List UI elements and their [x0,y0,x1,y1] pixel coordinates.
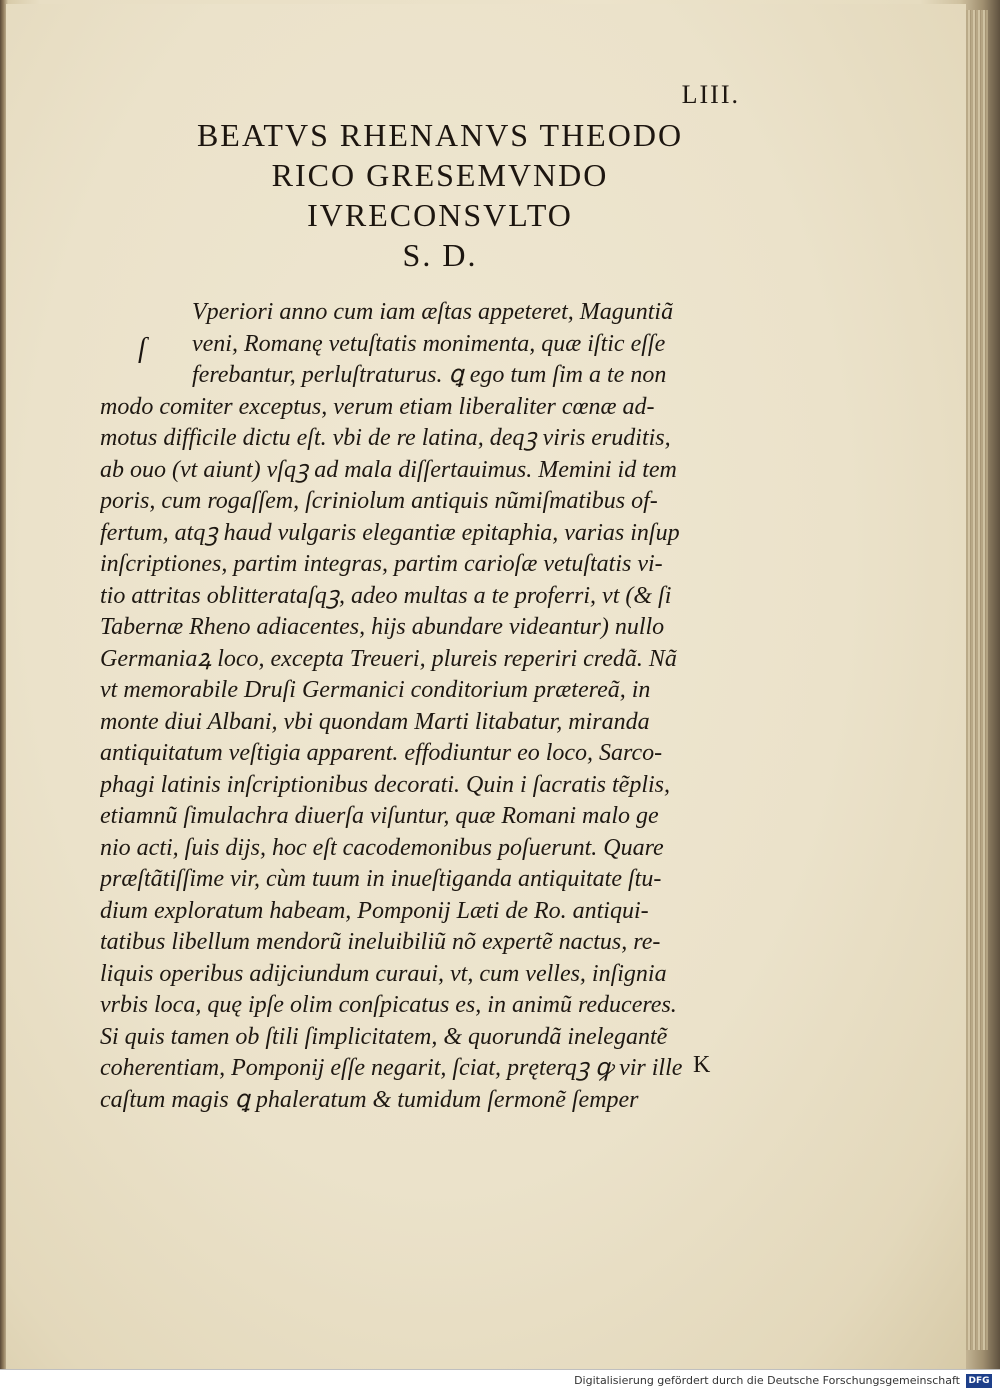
text-line: modo comiter exceptus, verum etiam liberaliter cœnæ ad- [100,393,655,420]
text-line: tio attritas oblitterataſqꝫ, adeo multas a te proferri, vt (& ſi [100,582,672,609]
text-line: veni, Romanę vetuſtatis monimenta, quæ iſtic eſſe [192,330,666,357]
text-line: Tabernæ Rheno adiacentes, hijs abundare videantur) nullo [100,614,665,640]
heading-line: S. D. [402,237,478,273]
text-line: inſcriptiones, partim integras, partim carioſæ vetuſtatis vi- [100,551,663,577]
text-line: Si quis tamen ob ſtili ſimplicitatem, & quorundã inelegantẽ [100,1023,668,1050]
text-line: Vperiori anno cum iam æſtas appeteret, Maguntiã [192,299,674,325]
text-line: phagi latinis inſcriptionibus decorati. Quin i ſacratis tẽplis, [100,771,670,798]
text-line: coherentiam, Pomponij eſſe negarit, ſciat, pręterqꝫ ꝙ vir ille [100,1055,683,1081]
text-line: præſtãtiſſime vir, cùm tuum in inueſtiganda antiquitate ſtu- [100,866,662,892]
text-line: fertum, atqꝫ haud vulgaris elegantiæ epitaphia, varias inſup [100,519,680,546]
text-line: caſtum magis ꝗ phaleratum & tumidum ſermonẽ ſemper [100,1086,639,1113]
heading-line: IVRECONSVLTO [307,197,573,233]
text-line: vt memorabile Druſi Germanici conditorium prætereã, in [100,677,651,703]
dfg-logo-icon: DFG [966,1374,992,1388]
text-line: nio acti, ſuis dijs, hoc eſt cacodemonibus poſuerunt. Quare [100,834,664,861]
text-line: ferebantur, perluſtraturus. ꝗ ego tum ſim a te non [192,362,667,388]
page-edges [966,10,988,1350]
folio-number: LIII. [681,80,740,109]
text-line: dium exploratum habeam, Pomponij Læti de Ro. antiqui- [100,897,649,924]
marginal-letter: ſ [138,333,146,364]
catchword: K [693,1052,711,1078]
text-line: poris, cum rogaſſem, ſcriniolum antiquis nũmiſmatibus of- [100,488,658,514]
body-text [100,297,760,1116]
text-line: Germaniaꝝ loco, excepta Treueri, plureis reperiri credã. Nã [100,645,677,672]
text-line: etiamnũ ſimulachra diuerſa viſuntur, quæ Romani malo ge [100,803,659,829]
text-line: liquis operibus adijciundum curaui, vt, cum velles, inſignia [100,960,667,987]
text-line: vrbis loca, quę ipſe olim conſpicatus es, in animũ reduceres. [100,992,677,1018]
text-line: monte diui Albani, vbi quondam Marti litabatur, miranda [100,708,650,735]
heading-line: BEATVS RHENANVS THEODO [196,117,684,153]
text-line: tatibus libellum mendorũ ineluibiliũ nõ expertẽ nactus, re- [100,929,661,955]
letter-heading [140,115,740,275]
heading-line: RICO GRESEMVNDO [271,157,609,193]
text-line: motus difficile dictu eſt. vbi de re latina, deqꝫ viris eruditis, [100,425,671,451]
footer-bar [0,1369,1000,1392]
funding-credit: Digitalisierung gefördert durch die Deutsche Forschungsgemeinschaft [574,1374,960,1387]
text-line: ab ouo (vt aiunt) vſqꝫ ad mala diſſertauimus. Memini id tem [100,456,677,483]
text-line: antiquitatum veſtigia apparent. effodiuntur eo loco, Sarco- [100,740,663,766]
